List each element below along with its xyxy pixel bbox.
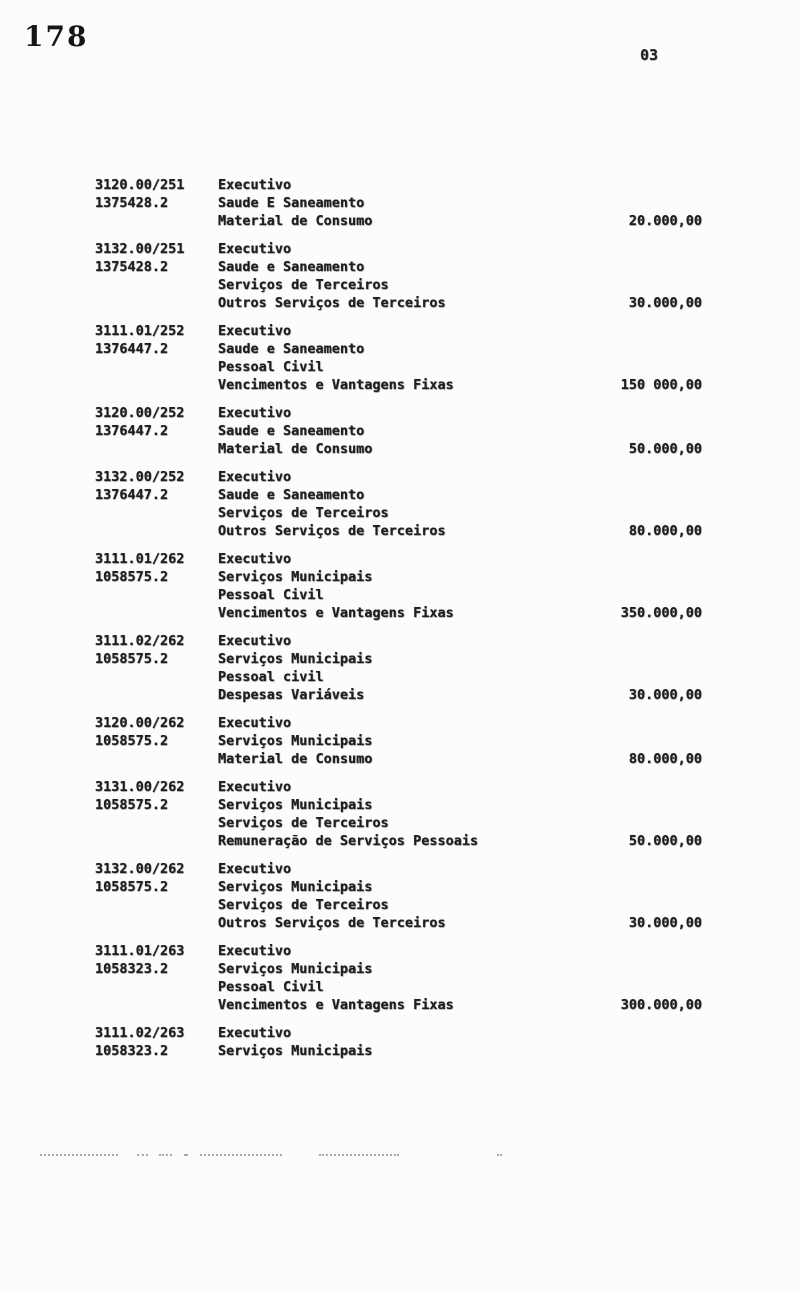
entry-line: Pessoal Civil (218, 359, 324, 375)
entry-ref: 1375428.2 (95, 195, 169, 211)
entry-description (218, 240, 562, 312)
entry-code: 3132.00/252 (95, 469, 185, 485)
budget-entry (95, 404, 702, 458)
entry-line: Executivo (218, 861, 292, 877)
separator-dashes (40, 1153, 500, 1156)
dash-segment (137, 1154, 148, 1156)
budget-entry (95, 322, 702, 394)
entry-line: Serviços de Terceiros (218, 277, 389, 293)
entry-line: Serviços de Terceiros (218, 815, 389, 831)
entry-codes (95, 404, 218, 440)
budget-entry (95, 240, 702, 312)
entry-codes (95, 942, 218, 978)
entry-code: 3120.00/252 (95, 405, 185, 421)
budget-entry (95, 714, 702, 768)
budget-entry (95, 176, 702, 230)
entry-line: Executivo (218, 779, 292, 795)
entry-line: Executivo (218, 1025, 292, 1041)
entry-line: Executivo (218, 241, 292, 257)
entry-amount: 30.000,00 (628, 915, 702, 931)
entry-line: Executivo (218, 177, 292, 193)
entry-line: Serviços Municipais (218, 797, 373, 813)
entry-line: Executivo (218, 405, 292, 421)
entry-ref: 1375428.2 (95, 259, 169, 275)
budget-entry (95, 468, 702, 540)
entry-line: Saude e Saneamento (218, 487, 365, 503)
entry-line: Serviços Municipais (218, 733, 373, 749)
entry-amount: 20.000,00 (628, 213, 702, 229)
page-number-left: 178 (24, 20, 89, 53)
entry-line: Outros Serviços de Terceiros (218, 295, 446, 311)
entry-line: Executivo (218, 551, 292, 567)
entry-amount: 50.000,00 (628, 441, 702, 457)
budget-entries (95, 176, 702, 1070)
entry-description (218, 1024, 562, 1060)
entry-line: Outros Serviços de Terceiros (218, 915, 446, 931)
entry-description (218, 778, 562, 850)
entry-codes (95, 860, 218, 896)
entry-line: Serviços Municipais (218, 569, 373, 585)
entry-description (218, 632, 562, 704)
entry-ref: 1376447.2 (95, 341, 169, 357)
entry-codes (95, 322, 218, 358)
entry-description (218, 468, 562, 540)
entry-line: Vencimentos e Vantagens Fixas (218, 377, 454, 393)
entry-codes (95, 714, 218, 750)
entry-ref: 1376447.2 (95, 423, 169, 439)
entry-code: 3131.00/262 (95, 779, 185, 795)
entry-amount: 150 000,00 (620, 377, 702, 393)
entry-code: 3132.00/262 (95, 861, 185, 877)
entry-line: Saude e Saneamento (218, 259, 365, 275)
entry-ref: 1058323.2 (95, 961, 169, 977)
entry-description (218, 714, 562, 768)
entry-line: Serviços Municipais (218, 961, 373, 977)
budget-entry (95, 860, 702, 932)
entry-codes (95, 176, 218, 212)
entry-description (218, 404, 562, 458)
entry-code: 3111.01/262 (95, 551, 185, 567)
entry-ref: 1058575.2 (95, 569, 169, 585)
entry-ref: 1058575.2 (95, 879, 169, 895)
dash-segment (184, 1154, 188, 1156)
entry-line: Executivo (218, 469, 292, 485)
entry-line: Serviços Municipais (218, 1043, 373, 1059)
entry-code: 3111.02/263 (95, 1025, 185, 1041)
entry-ref: 1058575.2 (95, 651, 169, 667)
entry-line: Material de Consumo (218, 213, 373, 229)
dash-segment (497, 1154, 500, 1156)
entry-ref: 1058323.2 (95, 1043, 169, 1059)
entry-codes (95, 240, 218, 276)
entry-codes (95, 550, 218, 586)
entry-line: Executivo (218, 943, 292, 959)
entry-line: Serviços Municipais (218, 651, 373, 667)
entry-code: 3120.00/262 (95, 715, 185, 731)
entry-amount: 50.000,00 (628, 833, 702, 849)
entry-amount: 350.000,00 (620, 605, 702, 621)
dash-segment (159, 1154, 172, 1156)
budget-entry (95, 550, 702, 622)
entry-line: Pessoal Civil (218, 979, 324, 995)
budget-entry (95, 632, 702, 704)
entry-line: Material de Consumo (218, 441, 373, 457)
entry-amount: 30.000,00 (628, 295, 702, 311)
budget-entry (95, 1024, 702, 1060)
entry-line: Serviços de Terceiros (218, 897, 389, 913)
entry-code: 3111.02/262 (95, 633, 185, 649)
entry-description (218, 322, 562, 394)
entry-line: Executivo (218, 715, 292, 731)
page-number-right: 03 (640, 46, 659, 64)
budget-entry (95, 778, 702, 850)
entry-amount: 80.000,00 (628, 523, 702, 539)
entry-line: Saude e Saneamento (218, 341, 365, 357)
dash-segment (40, 1154, 118, 1156)
entry-codes (95, 778, 218, 814)
entry-description (218, 942, 562, 1014)
entry-ref: 1376447.2 (95, 487, 169, 503)
entry-ref: 1058575.2 (95, 797, 169, 813)
entry-code: 3120.00/251 (95, 177, 185, 193)
entry-ref: 1058575.2 (95, 733, 169, 749)
entry-code: 3111.01/252 (95, 323, 185, 339)
entry-line: Despesas Variáveis (218, 687, 365, 703)
entry-codes (95, 1024, 218, 1060)
entry-line: Executivo (218, 633, 292, 649)
entry-line: Executivo (218, 323, 292, 339)
entry-description (218, 550, 562, 622)
entry-line: Saude e Saneamento (218, 423, 365, 439)
entry-code: 3132.00/251 (95, 241, 185, 257)
entry-amount: 30.000,00 (628, 687, 702, 703)
entry-description (218, 176, 562, 230)
entry-line: Pessoal civil (218, 669, 324, 685)
entry-description (218, 860, 562, 932)
entry-amount: 300.000,00 (620, 997, 702, 1013)
entry-codes (95, 468, 218, 504)
entry-line: Material de Consumo (218, 751, 373, 767)
entry-line: Vencimentos e Vantagens Fixas (218, 997, 454, 1013)
entry-codes (95, 632, 218, 668)
dash-segment (319, 1154, 399, 1156)
entry-line: Remuneração de Serviços Pessoais (218, 833, 479, 849)
entry-code: 3111.01/263 (95, 943, 185, 959)
entry-line: Serviços de Terceiros (218, 505, 389, 521)
dash-segment (200, 1154, 282, 1156)
entry-line: Vencimentos e Vantagens Fixas (218, 605, 454, 621)
entry-line: Outros Serviços de Terceiros (218, 523, 446, 539)
entry-amount: 80.000,00 (628, 751, 702, 767)
entry-line: Pessoal Civil (218, 587, 324, 603)
entry-line: Saude E Saneamento (218, 195, 365, 211)
entry-line: Serviços Municipais (218, 879, 373, 895)
budget-entry (95, 942, 702, 1014)
